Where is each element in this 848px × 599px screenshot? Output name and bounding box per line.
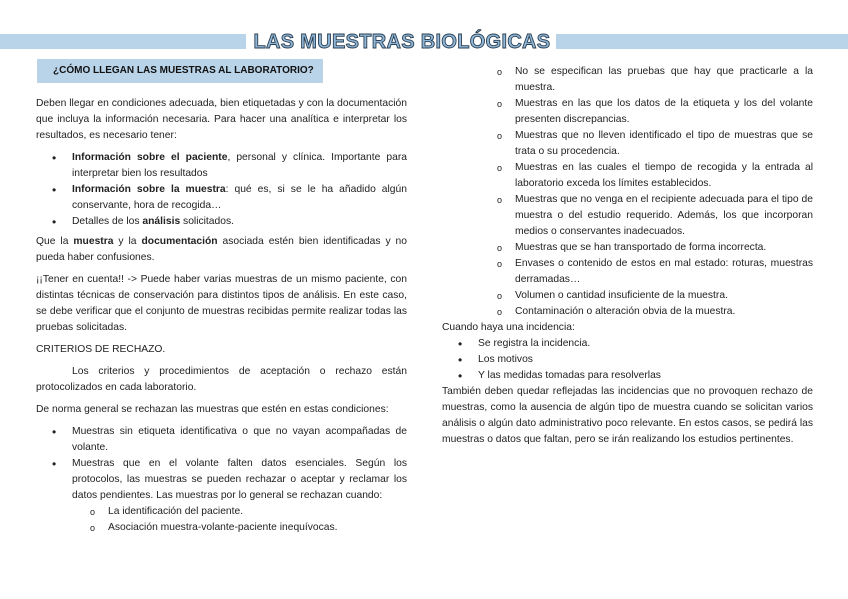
sub-list-item: o Muestras que se han transportado de forma incorrecta. [442,240,813,256]
text-span: asociada estén bien identificadas y no pueda haber confusiones. [36,236,408,263]
sub-list-item: o No se especifican las pruebas que hay que practicarle a la muestra. [442,64,813,96]
list-item [36,214,407,230]
sub-list-item: o La identificación del paciente. [36,504,407,520]
reject-list-continued [442,64,813,320]
criteria-heading: CRITERIOS DE RECHAZO. [36,344,166,355]
sub-list-item: o Muestras en las cuales el tiempo de recogida y la entrada al laboratorio exceda los límites establecidos. [442,160,813,192]
list-item [36,150,407,182]
list-item-bold: Información sobre el paciente [72,152,228,163]
incident-heading: Cuando haya una incidencia: [442,322,575,333]
right-column [442,64,813,454]
text-span: Que la [36,236,74,247]
list-item-text: , personal y clínica. Importante para interpretar bien los resultados [72,152,407,179]
text-span: y la [113,236,142,247]
sub-list-item: o Muestras que no lleven identificado el tipo de muestras que se trata o su procedencia. [442,128,813,160]
page-title: LAS MUESTRAS BIOLÓGICAS [253,31,551,53]
list-item [36,456,407,536]
incident-list [442,336,813,384]
sub-list-item: o Muestras en las que los datos de la etiqueta y los del volante presenten discrepancias. [442,96,813,128]
intro-paragraph: Deben llegar en condiciones adecuada, bien etiquetadas y con la documentación que incluya la información necesaria. Para hacer una analítica e interpretar los resultados, es necesario tener: [36,98,407,141]
list-item: • Muestras sin etiqueta identificativa o que no vayan acompañadas de volante. [36,424,407,456]
closing-paragraph: También deben quedar reflejadas las incidencias que no provoquen rechazo de muestras, como la ausencia de algún tipo de muestra cuando se solicitan varios análisis o algún dato administrativo poco relevante. En estos casos, se pedirá las muestras o datos que faltan, pero se irán realizando los estudios pertinentes. [442,386,813,445]
needs-list [36,150,407,230]
list-item-text: solicitados. [180,216,234,227]
list-item: • Los motivos [442,352,813,368]
list-item: • Se registra la incidencia. [442,336,813,352]
bold-span: muestra [73,236,114,247]
bold-span: documentación [141,236,218,247]
norm-paragraph: De norma general se rechazan las muestras que estén en estas condiciones: [36,404,389,415]
list-item-text: : qué es, si se le ha añadido algún conservante, hora de recogida… [72,184,407,211]
list-item-text: Muestras que en el volante falten datos esenciales. Según los protocolos, las muestras se pueden rechazar o aceptar y reclamar los datos pendientes. Las muestras por lo general se rechazan cuando: [72,458,407,501]
section-heading: ¿CÓMO LLEGAN LAS MUESTRAS AL LABORATORIO? [37,59,323,83]
title-band-right [556,34,848,49]
conditions-list [36,424,407,536]
sub-list-item: o Volumen o cantidad insuficiente de la muestra. [442,288,813,304]
identify-paragraph [36,234,407,266]
note-paragraph: ¡¡Tener en cuenta!! -> Puede haber varias muestras de un mismo paciente, con distintas técnicas de conservación para distintos tipos de análisis. En este caso, se debe verificar que el conjunto de muestras recibidas permite realizar todas las pruebas solicitadas. [36,274,407,333]
title-band-left [0,34,246,49]
sub-list-item: o Asociación muestra-volante-paciente inequívocas. [36,520,407,536]
left-column [36,96,407,540]
criteria-paragraph: Los criterios y procedimientos de aceptación o rechazo están protocolizados en cada laboratorio. [36,366,407,393]
list-item: • Y las medidas tomadas para resolverlas [442,368,813,384]
list-item-bold: análisis [142,216,181,227]
list-item-text: Detalles de los [72,216,143,227]
sub-list-item: o Contaminación o alteración obvia de la muestra. [442,304,813,320]
sub-list-item: o Envases o contenido de estos en mal estado: roturas, muestras derramadas… [442,256,813,288]
list-item [36,182,407,214]
sub-list-item: o Muestras que no venga en el recipiente adecuada para el tipo de muestra o del estudio requerido. Además, los que incorporan medios o conservantes inadecuados. [442,192,813,240]
reject-sublist [36,504,407,536]
list-item-bold: Información sobre la muestra [72,184,226,195]
